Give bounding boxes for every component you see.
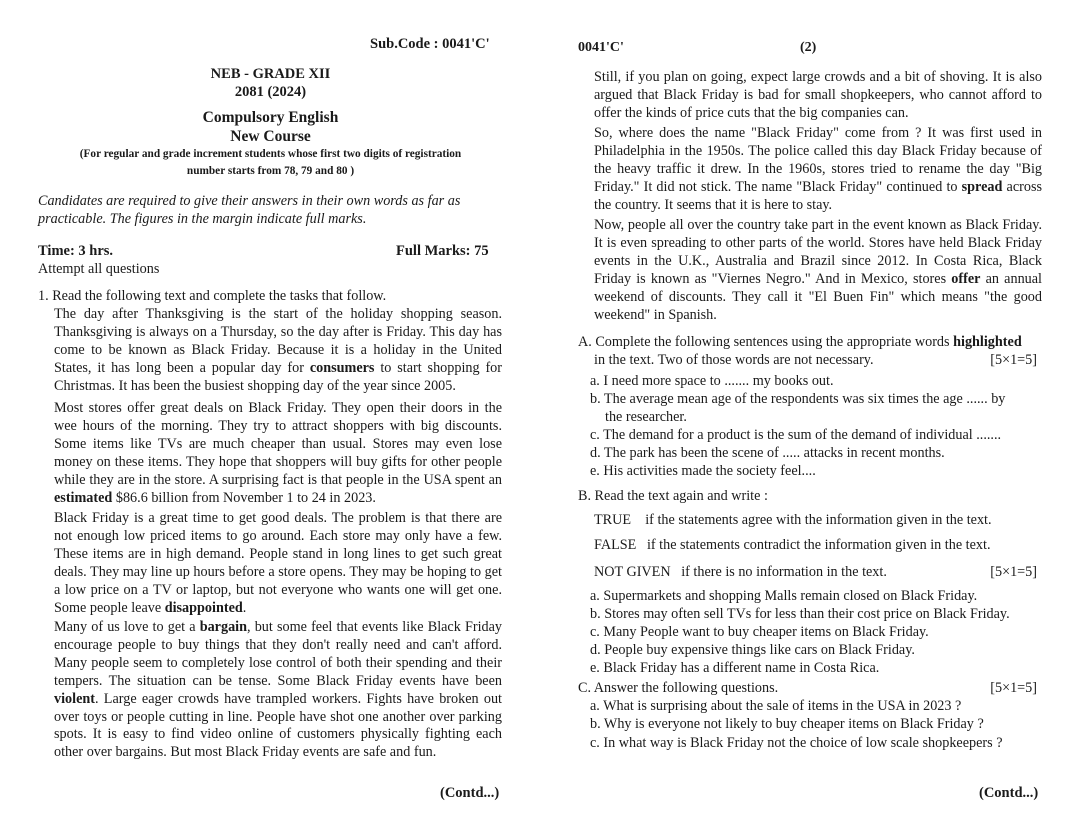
page-number: (2) [800,40,817,55]
exam-year: 2081 (2024) [234,84,307,100]
question-1-heading: 1. Read the following text and complete the tasks that follow. [38,288,387,304]
passage-paragraph-6: So, where does the name "Black Friday" come from ? It was first used in Philadelphia in the 1950s. The police called this day Black Friday because of the heavy traffic it drew. In the 1960s, stores tried to rename the day "Big Friday." It did not stick. The name "Black Friday" continued to spread across the country. It seems that it is here to stay. [594,125,1042,213]
section-c-question: a. What is surprising about the sale of items in the USA in 2023 ? [590,698,962,714]
instructions-line-2: practicable. The figures in the margin indicate full marks. [38,211,367,227]
section-c-question: c. In what way is Black Friday not the choice of low scale shopkeepers ? [590,735,1003,751]
highlight-disappointed: disappointed [164,599,243,616]
page-code: 0041'C' [578,40,624,55]
section-b-item: a. Supermarkets and shopping Malls remain closed on Black Friday. [590,588,978,604]
section-a-heading: A. Complete the following sentences using the appropriate words highlighted [578,334,1022,350]
course-title: New Course [230,128,311,145]
passage-paragraph-7: Now, people all over the country take part in the event known as Black Friday. It is even spreading to other parts of the world. Stores have held Black Friday events in the U.K., Australia and Brazil since 2012. In Costa Rica, Black Friday is known as "Viernes Negro." And in Mexico, stores offer an annual weekend of discounts. They call it "El Buen Fin" which means "the good weekend" in Spanish. [594,217,1042,323]
section-c-marks: [5×1=5] [990,680,1037,696]
not-given-definition: NOT GIVEN if there is no information in the text. [594,564,887,580]
registration-note: (For regular and grade increment students whose first two digits of registration [79,148,462,160]
passage-paragraph-3: Black Friday is a great time to get good deals. The problem is that there are not enough low priced items to go around. Each store may only have a few. These items are in high demand. People stand in long lines to get such great deals. They may line up hours before a store opens. They may be hoping to get a low price on a TV or laptop, but not everyone who wants one will get one. Some people leave disappointed. [54,510,502,616]
highlight-spread: spread [961,178,1003,195]
exam-time: Time: 3 hrs. [38,243,114,259]
passage-paragraph-2: Most stores offer great deals on Black Friday. They open their doors in the wee hours of the morning. They try to attract shoppers with big discounts. Some items like TVs are much cheaper than usual. Stores may even lose money on these items. They hope that shoppers will buy gifts for other people while they are in the store. A surprising fact is that people in the USA spent an estimated $86.6 billion from November 1 to 24 in 2023. [54,400,502,506]
passage-paragraph-1: The day after Thanksgiving is the start of the holiday shopping season. Thanksgiving is always on a Thursday, so the day after is Friday. This day has come to be known as Black Friday. Because it is a holiday in the United States, it has long been a popular day for consumers to start shopping for Christmas. It has been the busiest shopping day of the year since 2005. [54,306,502,394]
section-b-item: e. Black Friday has a different name in Costa Rica. [590,660,880,676]
section-b-item: d. People buy expensive things like cars on Black Friday. [590,642,915,658]
section-b-marks: [5×1=5] [990,564,1037,580]
section-a-item: b. The average mean age of the respondents was six times the age ...... by [590,391,1006,407]
continued-marker-left: (Contd...) [440,785,500,801]
highlight-estimated: estimated [54,489,113,506]
section-c-heading: C. Answer the following questions. [578,680,779,696]
true-definition: TRUE if the statements agree with the information given in the text. [594,512,992,528]
subject-code: Sub.Code : 0041'C' [370,36,490,52]
attempt-instruction: Attempt all questions [38,261,160,277]
section-b-item: b. Stores may often sell TVs for less than their cost price on Black Friday. [590,606,1010,622]
section-a-heading-2: in the text. Two of those words are not necessary. [594,352,874,368]
section-b-item: c. Many People want to buy cheaper items on Black Friday. [590,624,929,640]
instructions-line-1: Candidates are required to give their answers in their own words as far as [38,193,461,209]
section-c-question: b. Why is everyone not likely to buy cheaper items on Black Friday ? [590,716,984,732]
section-a-item: a. I need more space to ....... my books out. [590,373,834,389]
section-a-item: e. His activities made the society feel.... [590,463,816,479]
section-a-item: c. The demand for a product is the sum of the demand of individual ....... [590,427,1002,443]
continued-marker-right: (Contd...) [979,785,1039,801]
section-a-item-cont: the researcher. [605,409,687,425]
registration-note-2: number starts from 78, 79 and 80 ) [186,165,355,177]
full-marks: Full Marks: 75 [396,243,489,259]
highlighted-word: highlighted [953,334,1022,350]
highlight-bargain: bargain [199,619,247,635]
highlight-consumers: consumers [309,359,375,376]
section-b-heading: B. Read the text again and write : [578,488,768,504]
false-definition: FALSE if the statements contradict the information given in the text. [594,537,991,553]
board-title: NEB - GRADE XII [210,66,331,82]
subject-title: Compulsory English [202,109,339,126]
highlight-violent: violent [54,690,95,707]
section-a-item: d. The park has been the scene of ..... attacks in recent months. [590,445,945,461]
passage-paragraph-5: Still, if you plan on going, expect large crowds and a bit of shoving. It is also argued that Black Friday is bad for small shopkeepers, who cannot afford to offer the kinds of price cuts that the big companies can. [594,69,1042,121]
highlight-offer: offer [951,270,981,287]
section-a-marks: [5×1=5] [990,352,1037,368]
passage-paragraph-4: Many of us love to get a bargain, but some feel that events like Black Friday encourage people to buy things that they don't really need and can't afford. Many people seem to completely lose control of both their spending and their tempers. The situation can be tense. Some Black Friday events have been violent. Large eager crowds have trampled workers. Fights have broken out over toys or people cutting in line. People have shot one another over parking spots. It is easy to find video online of customers physically fighting each other over bargains. But most Black Friday events are safe and fun. [54,619,503,761]
